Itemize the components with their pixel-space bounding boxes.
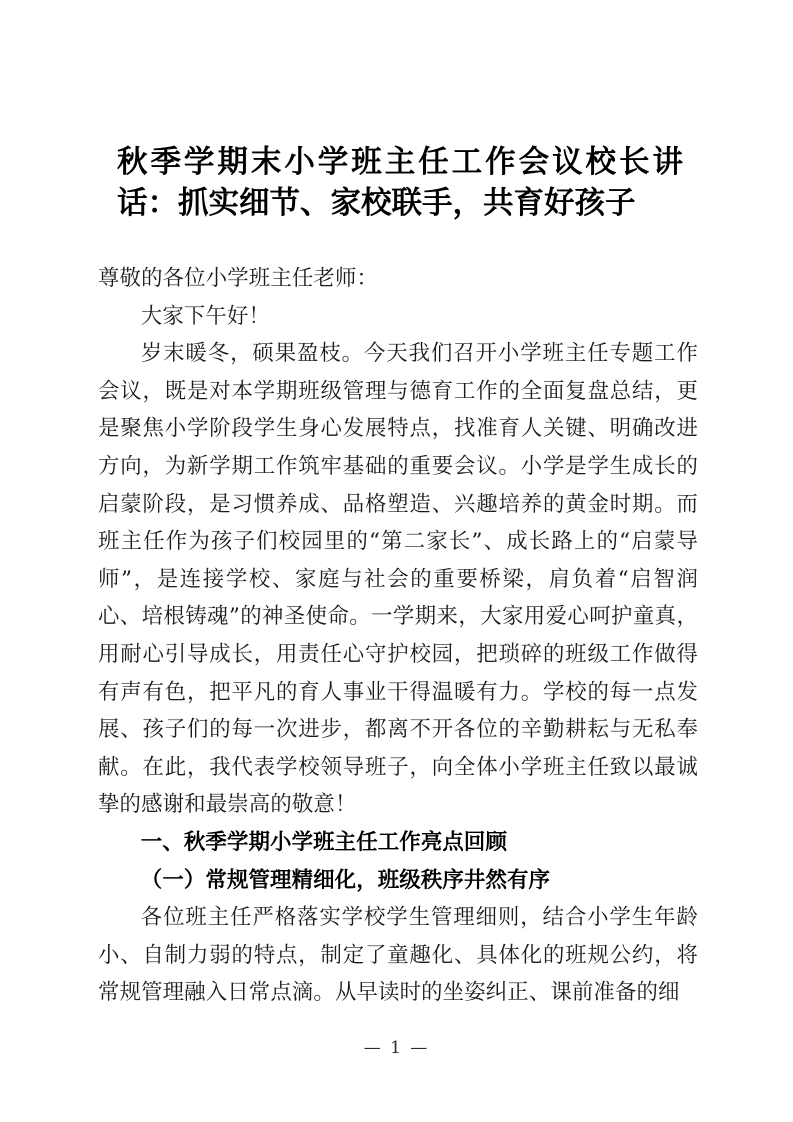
document-body	[98, 260, 698, 1012]
page-footer	[0, 1038, 793, 1058]
page-title-text: 秋季学期末小学班主任工作会议校长讲话：抓实细节、家校联手，共育好孩子	[117, 145, 683, 221]
greeting-line: 大家下午好！	[140, 303, 271, 329]
paragraph-opening: 岁末暖冬，硕果盈枝。今天我们召开小学班主任专题工作会议，既是对本学期班级管理与德育工作的全面复盘总结，更是聚焦小学阶段学生身心发展特点，找准育人关键、明确改进方向，为新学期工作筑牢基础的重要会议。小学是学生成长的启蒙阶段，是习惯养成、品格塑造、兴趣培养的黄金时期。而班主任作为孩子们校园里的“第二家长”、成长路上的“启蒙导师”，是连接学校、家庭与社会的重要桥梁，肩负着“启智润心、培根铸魂”的神圣使命。一学期来，大家用爱心呵护童真，用耐心引导成长，用责任心守护校园，把琐碎的班级工作做得有声有色，把平凡的育人事业干得温暖有力。学校的每一点发展、孩子们的每一次进步，都离不开各位的辛勤耕耘与无私奉献。在此，我代表学校领导班子，向全体小学班主任致以最诚挚的感谢和最崇高的敬意！	[98, 341, 698, 818]
document-content	[98, 0, 698, 1012]
paragraph-section-1-1: 各位班主任严格落实学校学生管理细则，结合小学生年龄小、自制力弱的特点，制定了童趣化、具体化的班规公约，将常规管理融入日常点滴。从早读时的坐姿纠正、课前准备的细	[98, 905, 698, 1006]
page-title	[117, 142, 683, 224]
section-heading-1-1: （一）常规管理精细化，班级秩序井然有序	[140, 867, 551, 893]
page-number: — 1 —	[363, 1038, 430, 1058]
section-heading-1: 一、秋季学期小学班主任工作亮点回顾	[140, 829, 507, 855]
salutation-line: 尊敬的各位小学班主任老师：	[98, 266, 379, 291]
